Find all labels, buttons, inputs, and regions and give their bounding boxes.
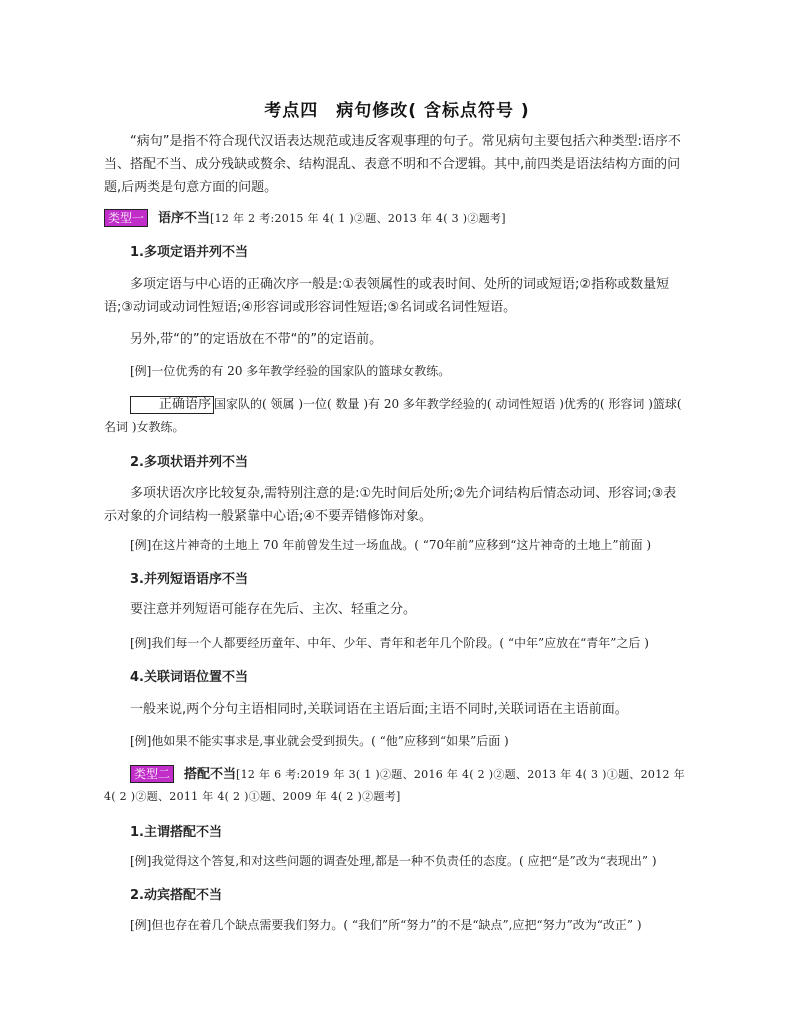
example-sentence: [例]他如果不能实事求是,事业就会受到损失。( “他”应移到“如果”后面 ) [130,734,509,748]
section-paragraph: 要注意并列短语可能存在先后、主次、轻重之分。 [130,602,417,617]
example-sentence: [例]一位优秀的有 20 多年教学经验的国家队的篮球女教练。 [130,364,451,378]
section-heading: 1.主谓搭配不当 [130,825,222,840]
section-paragraph: 多项定语与中心语的正确次序一般是:①表领属性的或表时间、处所的词或短语;②指称或数量短语;③动词或动词性短语;④形容词或形容词性短语;⑤名词或名词性短语。 [104,277,670,315]
correct-order-paragraph [104,393,684,439]
category-tag: 类型一 [104,209,148,227]
category-reference: [12 年 2 考:2015 年 4( 1 )②题、2013 年 4( 3 )②题考] [210,212,506,225]
example-sentence: [例]我觉得这个答复,和对这些问题的调查处理,都是一种不负责任的态度。( 应把“是”改为“表现出” ) [130,854,657,868]
section-heading: 3.并列短语语序不当 [130,572,248,587]
section-heading: 1.多项定语并列不当 [130,245,248,260]
example-sentence: [例]但也存在着几个缺点需要我们努力。( “我们”所“努力”的不是“缺点”,应把“努力”改为“改正” ) [130,918,642,932]
example-sentence: [例]在这片神奇的土地上 70 年前曾发生过一场血战。( “70年前”应移到“这片神奇的土地上”前面 ) [130,538,652,552]
section-heading: 2.动宾搭配不当 [130,888,222,903]
section-paragraph: 一般来说,两个分句主语相同时,关联词语在主语后面;主语不同时,关联词语在主语前面。 [130,702,628,717]
category-header-1 [104,208,694,230]
category-header-2 [104,764,694,808]
section-heading: 2.多项状语并列不当 [130,455,248,470]
page-title: 考点四 病句修改( 含标点符号 ) [264,101,530,121]
category-reference: [12 年 6 考:2019 年 3( 1 )②题、2016 年 4( 2 )②题、2013 年 4( 3 )①题、2012 年 4( 2 )②题、2011 年 4( 2 )①题、2009 年 4( 2 )②题考] [104,768,685,803]
correct-order-text: 国家队的( 领属 )一位( 数量 )有 20 多年教学经验的( 动词性短语 )优秀的( 形容词 )篮球( 名词 )女教练。 [104,397,682,434]
category-tag: 类型二 [130,765,174,783]
intro-paragraph: “病句”是指不符合现代汉语表达规范或违反客观事理的句子。常见病句主要包括六种类型:语序不当、搭配不当、成分残缺或赘余、结构混乱、表意不明和不合逻辑。其中,前四类是语法结构方面的问题,后两类是句意方面的问题。 [104,134,681,195]
section-heading: 4.关联词语位置不当 [130,670,248,685]
correct-order-label: 正确语序 [130,396,214,414]
example-sentence: [例]我们每一个人都要经历童年、中年、少年、青年和老年几个阶段。( “中年”应放在“青年”之后 ) [130,636,649,650]
category-name: 搭配不当 [184,767,237,782]
section-paragraph: 多项状语次序比较复杂,需特别注意的是:①先时间后处所;②先介词结构后情态动词、形容词;③表示对象的介词结构一般紧靠中心语;④不要弄错修饰对象。 [104,486,677,524]
category-name: 语序不当 [158,211,211,226]
section-paragraph: 另外,带“的”的定语放在不带“的”的定语前。 [130,332,383,347]
